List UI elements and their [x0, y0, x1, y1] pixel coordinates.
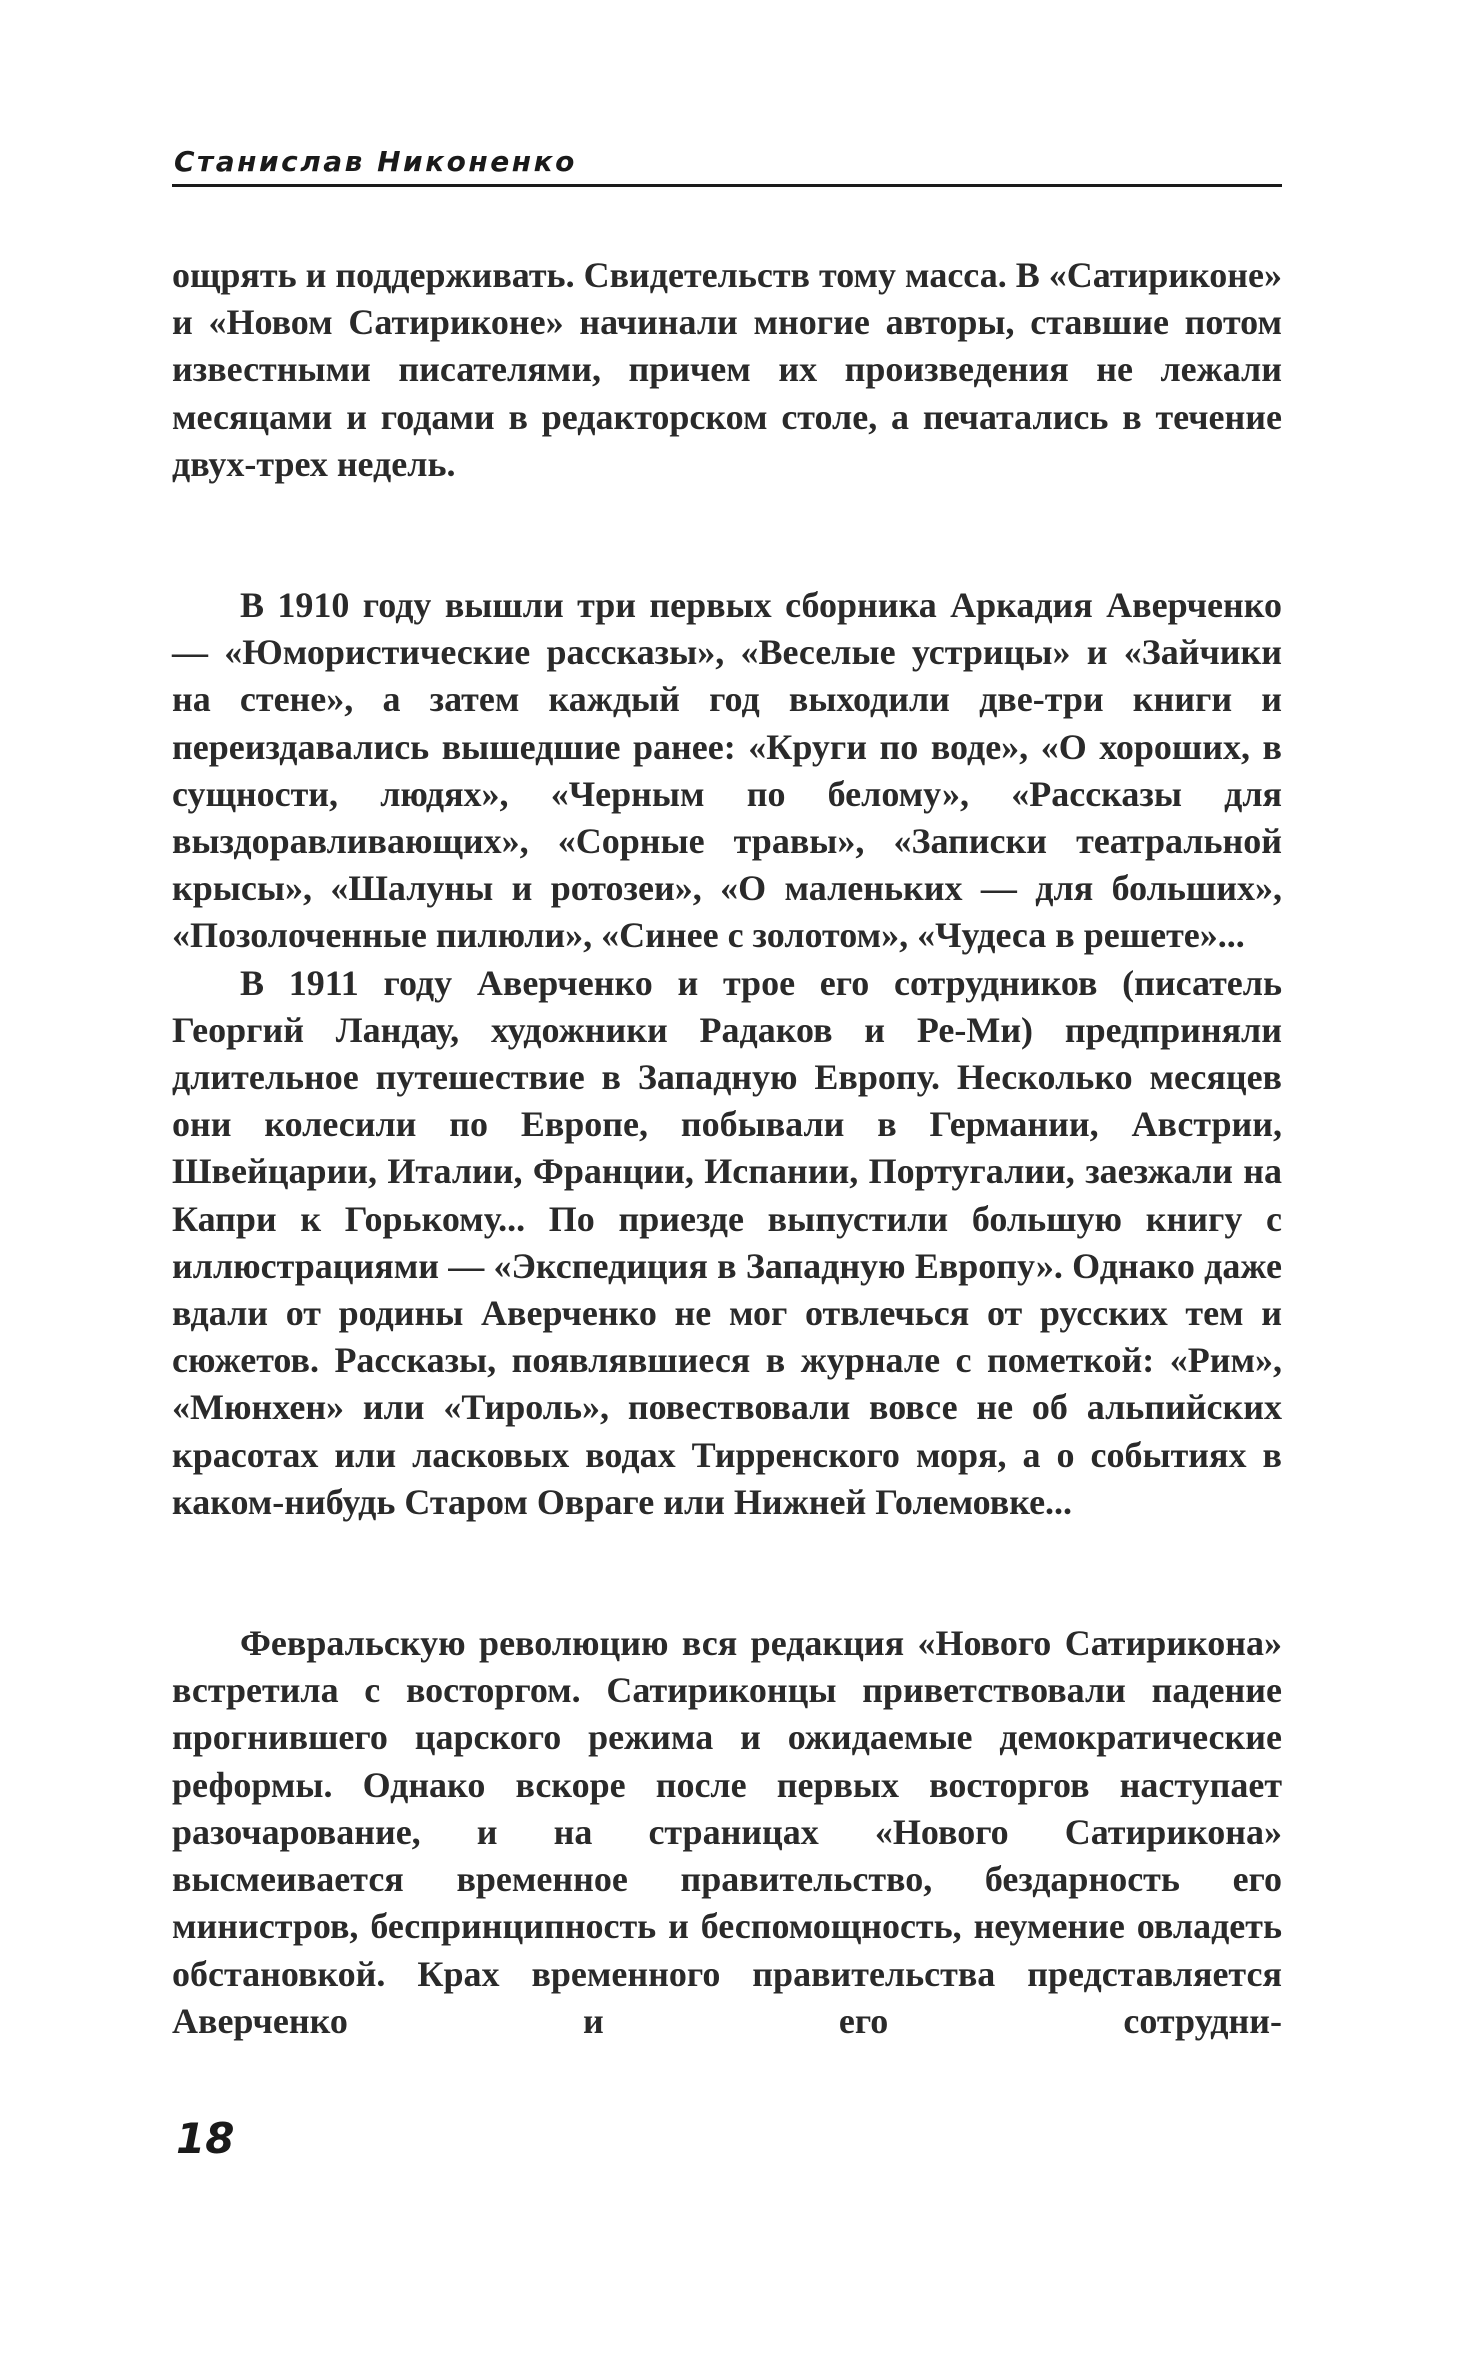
running-header — [172, 138, 1282, 187]
page-number: 18 — [176, 2114, 235, 2163]
paragraph-2: В 1910 году вышли три первых сборника Аркадия Аверченко — «Юмористические рассказы», «Веселые устрицы» и «Зайчики на стене», а затем каждый год выходили две-три книги и переиздавались вышедшие ранее: «Круги по воде», «О хороших, в сущности, людях», «Черным по белому», «Рассказы для выздоравливающих», «Сорные травы», «Записки театральной крысы», «Шалуны и ротозеи», «О маленьких — для больших», «Позолоченные пилюли», «Синее с золотом», «Чудеса в решете»... — [172, 585, 1282, 956]
author-name: Станислав Никоненко — [174, 145, 577, 178]
section-break — [172, 1526, 1282, 1620]
paragraph-4: Февральскую революцию вся редакция «Нового Сатирикона» встретила с восторгом. Сатириконцы приветствовали падение прогнившего царского режима и ожидаемые демократические реформы. Однако вскоре после первых восторгов наступает разочарование, и на страницах «Нового Сатирикона» высмеивается временное правительство, бездарность его министров, беспринципность и беспомощность, неумение овладеть обстановкой. Крах временного правительства представляется Аверченко и его сотрудни- — [172, 1623, 1282, 2041]
paragraph-3: В 1911 году Аверченко и трое его сотрудников (писатель Георгий Ландау, художники Радаков и Ре-Ми) предприняли длительное путешествие в Западную Европу. Несколько месяцев они колесили по Европе, побывали в Германии, Австрии, Швейцарии, Италии, Франции, Испании, Португалии, заезжали на Капри к Горькому... По приезде выпустили большую книгу с иллюстрациями — «Экспедиция в Западную Европу». Однако даже вдали от родины Аверченко не мог отвлечься от русских тем и сюжетов. Рассказы, появлявшиеся в журнале с пометкой: «Рим», «Мюнхен» или «Тироль», повествовали вовсе не об альпийских красотах или ласковых водах Тирренского моря, а о событиях в каком-нибудь Старом Овраге или Нижней Големовке... — [172, 962, 1282, 1522]
paragraph-1: ощрять и поддерживать. Свидетельств тому масса. В «Сатириконе» и «Новом Сатириконе» начинали многие авторы, ставшие потом известными писателями, причем их произведения не лежали месяцами и годами в редакторском столе, а печатались в течение двух-трех недель. — [172, 255, 1282, 484]
page-body — [172, 252, 1282, 2045]
section-break — [172, 488, 1282, 582]
